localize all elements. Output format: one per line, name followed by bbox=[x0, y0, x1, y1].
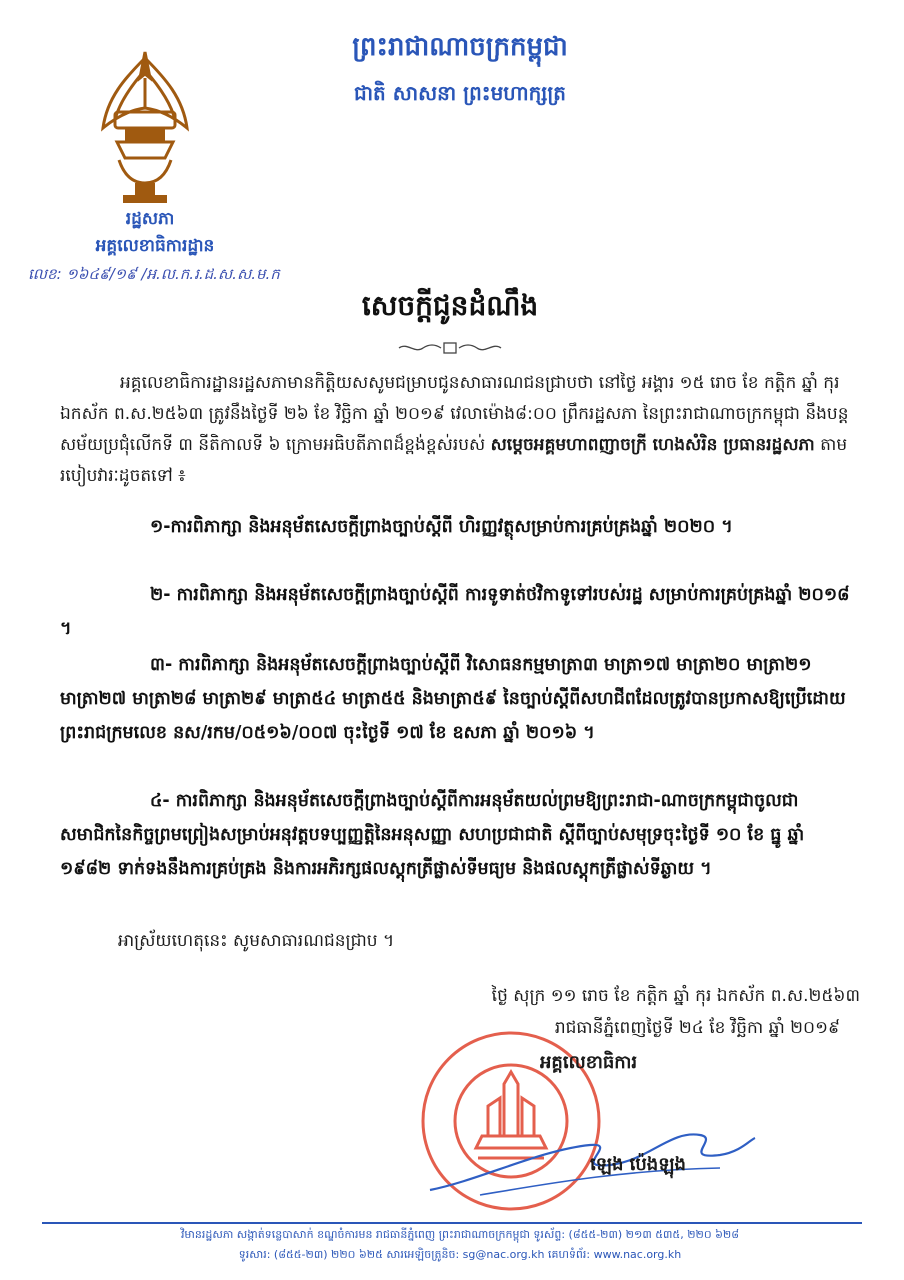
agenda-item-2: ២- ការពិភាក្សា និងអនុម័តសេចក្តីព្រាងច្បាប់ស្តីពី ការទូទាត់ថវិកាទូទៅរបស់រដ្ឋ សម្រាប់ការគ្រប់គ្រងឆ្នាំ ២០១៨ ។ bbox=[60, 585, 850, 639]
footer-divider bbox=[42, 1222, 862, 1224]
intro-chairman: សម្តេចអគ្គមហាពញាចក្រី ហេងសំរិន ប្រធានរដ្ឋសភា bbox=[490, 435, 815, 455]
national-motto: ជាតិ សាសនា ព្រះមហាក្សត្រ bbox=[354, 81, 566, 105]
intro-paragraph bbox=[60, 368, 850, 492]
closing-line: អាស្រ័យហេតុនេះ សូមសាធារណជនជ្រាប ។ bbox=[118, 931, 395, 951]
document-title: សេចក្តីជូនដំណឹង bbox=[361, 289, 539, 322]
solar-date: រាជធានីភ្នំពេញថ្ងៃទី ២៤ ខែ វិច្ឆិកា ឆ្នាំ ២០១៩ bbox=[554, 1018, 840, 1038]
national-assembly-emblem-icon bbox=[95, 48, 195, 206]
footer-contact: ទូរសារ: (៨៥៥-២៣) ២២០ ៦២៥ សារអេឡិចត្រូនិច: sg@nac.org.kh គេហទំព័រ: www.nac.org.kh bbox=[238, 1248, 682, 1261]
intro-tail: តាមរបៀបវារៈដូចតទៅ ៖ bbox=[60, 435, 848, 486]
reference-number: លេខ: ១៦៤៩/១៩ /អ.ល.ក.រ.ដ.ស.ស.ម.ក bbox=[28, 265, 280, 283]
org-name-line1: រដ្ឋសភា bbox=[125, 209, 175, 229]
ornament-divider-icon bbox=[395, 340, 505, 356]
agenda-item-1: ១-ការពិភាក្សា និងអនុម័តសេចក្តីព្រាងច្បាប់ស្តីពី ហិរញ្ញវត្ថុសម្រាប់ការគ្រប់គ្រងឆ្នាំ ២០២០ ។ bbox=[150, 517, 733, 537]
intro-text: អគ្គលេខាធិការដ្ឋានរដ្ឋសភាមានកិត្តិយសសូមជម្រាបជូនសាធារណជនជ្រាបថា នៅថ្ងៃ អង្គារ ១៥ រោច ខែ កត្តិក ឆ្នាំ កុរ ឯកស័ក ព.ស.២៥៦៣ ត្រូវនឹងថ្ងៃទី ២៦ ខែ វិច្ឆិកា ឆ្នាំ ២០១៩ វេលាម៉ោង៨:០០ ព្រឹករដ្ឋសភា នៃព្រះរាជាណាចក្រកម្ពុជា នឹងបន្តសម័យប្រជុំលើកទី ៣ នីតិកាលទី ៦ ក្រោមអធិបតីភាពដ៏ខ្ពង់ខ្ពស់របស់ bbox=[60, 373, 849, 455]
agenda-item-4: ៤- ការពិភាក្សា និងអនុម័តសេចក្តីព្រាងច្បាប់ស្តីពីការអនុម័តយល់ព្រមឱ្យព្រះរាជា-ណាចក្រកម្ពុជាចូលជាសមាជិកនៃកិច្ចព្រមព្រៀងសម្រាប់អនុវត្តបទប្បញ្ញត្តិនៃអនុសញ្ញា សហប្រជាជាតិ ស្តីពីច្បាប់សមុទ្រចុះថ្ងៃទី ១០ ខែ ធ្នូ ឆ្នាំ ១៩៨២ ទាក់ទងនឹងការគ្រប់គ្រង និងការអភិរក្សផលស្តុកត្រីផ្លាស់ទីមធ្យម និងផលស្តុកត្រីផ្លាស់ទីឆ្ងាយ ។ bbox=[60, 791, 805, 879]
signer-title: អគ្គលេខាធិការ bbox=[540, 1052, 638, 1073]
kingdom-heading: ព្រះរាជាណាចក្រកម្ពុជា bbox=[352, 32, 568, 62]
footer-address: វិមានរដ្ឋសភា សង្កាត់ទន្លេបាសាក់ ខណ្ឌចំការមន រាជធានីភ្នំពេញ ព្រះរាជាណាចក្រកម្ពុជា ទូរស័ព្ទ: (៨៥៥-២៣) ២១៣ ៥៣៥, ២២០ ៦២៨ bbox=[180, 1228, 740, 1241]
lunar-date: ថ្ងៃ សុក្រ ១១ រោច ខែ កត្តិក ឆ្នាំ កុរ ឯកស័ក ព.ស.២៥៦៣ bbox=[491, 986, 860, 1006]
agenda-item-3: ៣- ការពិភាក្សា និងអនុម័តសេចក្តីព្រាងច្បាប់ស្តីពី វិសោធនកម្មមាត្រា៣ មាត្រា១៧ មាត្រា២០ មាត្រា២១ មាត្រា២៧ មាត្រា២៨ មាត្រា២៩ មាត្រា៥៤ មាត្រា៥៥ និងមាត្រា៥៩ នៃច្បាប់ស្តីពីសហជីពដែលត្រូវបានប្រកាសឱ្យប្រើដោយព្រះរាជក្រមលេខ នស/រកម/០៥១៦/០០៧ ចុះថ្ងៃទី ១៧ ខែ ឧសភា ឆ្នាំ ២០១៦ ។ bbox=[60, 655, 846, 743]
org-name-line2: អគ្គលេខាធិការដ្ឋាន bbox=[95, 236, 215, 256]
signer-name: ឡេង ប៉េងឡុង bbox=[590, 1154, 686, 1175]
